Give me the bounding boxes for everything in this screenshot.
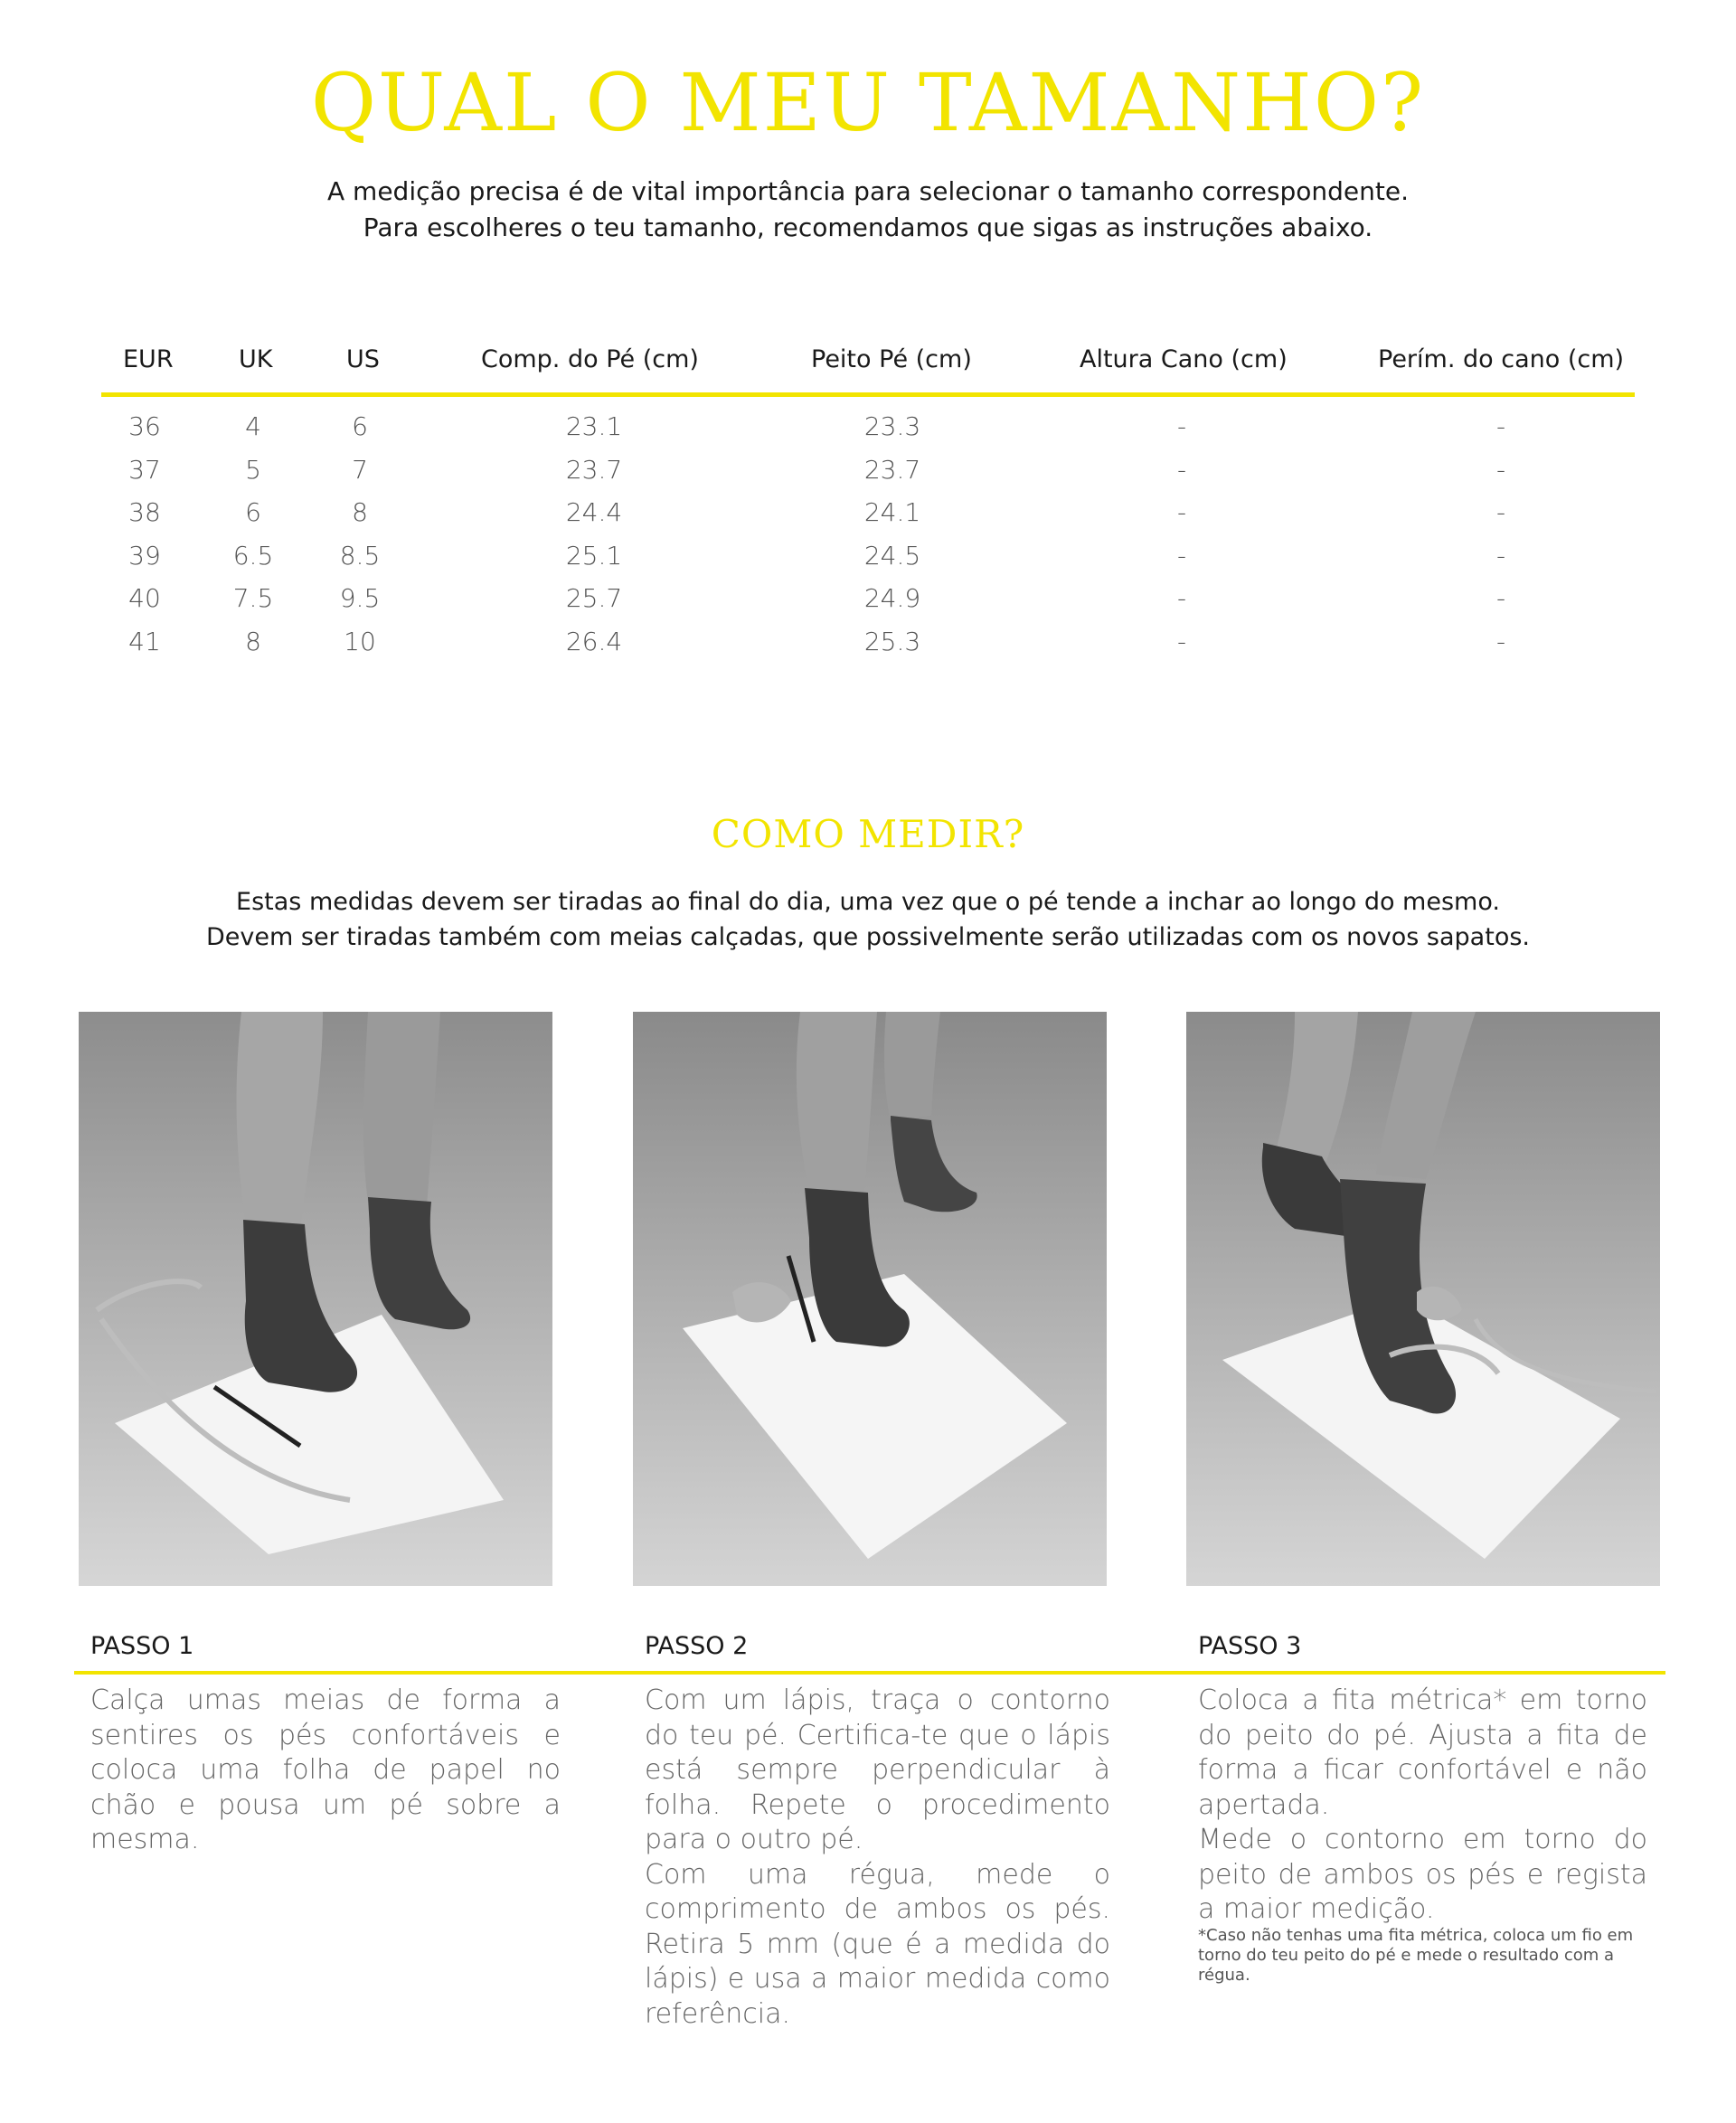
table-cell: - [1176, 454, 1187, 485]
header-instep: Peito Pé (cm) [811, 345, 972, 373]
table-cell: 25.7 [565, 583, 623, 613]
size-table [101, 335, 1635, 662]
step-2-text [645, 1684, 1110, 2032]
step-3-paragraph-1: Coloca a fita métrica* em torno do peito do pé. Ajusta a fita de forma a ficar confortável e não apertada. [1198, 1684, 1647, 1821]
table-row [101, 404, 1635, 448]
table-row [101, 619, 1635, 663]
step-1-paragraph-1: Calça umas meias de forma a sentires os pés confortáveis e coloca uma folha de papel no chão e pousa um pé sobre a mesma. [90, 1684, 561, 1855]
table-cell: 40 [128, 583, 161, 613]
table-cell: 23.7 [863, 454, 921, 485]
table-cell: - [1176, 626, 1187, 656]
table-cell: - [1495, 497, 1506, 527]
intro-text [0, 174, 1736, 246]
table-cell: - [1176, 583, 1187, 613]
step-3-text [1198, 1684, 1647, 1928]
table-row [101, 533, 1635, 577]
how-to-intro [0, 884, 1736, 955]
table-cell: 25.1 [565, 540, 623, 571]
table-cell: 4 [245, 411, 261, 441]
step-3-paragraph-2: Mede o contorno em torno do peito de ambos os pés e regista a maior medição. [1198, 1824, 1647, 1925]
table-cell: 26.4 [565, 626, 623, 656]
table-cell: 38 [128, 497, 161, 527]
table-cell: 39 [128, 540, 161, 571]
header-foot-length: Comp. do Pé (cm) [481, 345, 699, 373]
step-2-paragraph-2: Com uma régua, mede o comprimento de ambos os pés. Retira 5 mm (que é a medida do lápis) e usa a maior medida como referência. [645, 1858, 1110, 2030]
table-cell: 10 [344, 626, 376, 656]
table-cell: 8 [245, 626, 261, 656]
table-cell: - [1495, 411, 1506, 441]
table-cell: - [1495, 454, 1506, 485]
table-cell: 41 [128, 626, 161, 656]
table-cell: 24.1 [863, 497, 921, 527]
table-cell: - [1495, 583, 1506, 613]
header-eur: EUR [123, 345, 174, 373]
table-cell: 6 [245, 497, 261, 527]
table-cell: 6 [352, 411, 368, 441]
table-cell: 24.5 [863, 540, 921, 571]
table-cell: 37 [128, 454, 161, 485]
header-shaft-circumference: Perím. do cano (cm) [1378, 345, 1625, 373]
table-cell: 25.3 [863, 626, 921, 656]
header-uk: UK [239, 345, 273, 373]
header-us: US [346, 345, 380, 373]
table-cell: 7 [352, 454, 368, 485]
table-cell: - [1176, 411, 1187, 441]
step-3-label: PASSO 3 [1198, 1632, 1302, 1660]
size-table-body [101, 397, 1635, 662]
how-to-intro-line-2: Devem ser tiradas também com meias calçadas, que possivelmente serão utilizadas com os novos sapatos. [206, 923, 1530, 951]
table-cell: 23.7 [565, 454, 623, 485]
table-cell: - [1176, 497, 1187, 527]
table-cell: 23.3 [863, 411, 921, 441]
size-table-header [101, 335, 1635, 397]
intro-line-1: A medição precisa é de vital importância para selecionar o tamanho correspondente. [326, 176, 1409, 206]
table-cell: - [1495, 626, 1506, 656]
step-1-photo [79, 1012, 552, 1586]
page-title: QUAL O MEU TAMANHO? [310, 56, 1426, 149]
steps-divider [74, 1671, 1665, 1675]
table-cell: 24.9 [863, 583, 921, 613]
table-cell: 8.5 [339, 540, 381, 571]
table-cell: - [1495, 540, 1506, 571]
table-cell: 24.4 [565, 497, 623, 527]
step-2-paragraph-1: Com um lápis, traça o contorno do teu pé. Certifica-te que o lápis está sempre perpendicular à folha. Repete o procedimento para o outro pé. [645, 1684, 1110, 1855]
step-3-note: *Caso não tenhas uma fita métrica, coloca um fio em torno do teu peito do pé e mede o resultado com a régua. [1198, 1926, 1634, 1985]
table-cell: 5 [245, 454, 261, 485]
table-cell: - [1176, 540, 1187, 571]
step-2-label: PASSO 2 [645, 1632, 749, 1660]
step-1-label: PASSO 1 [90, 1632, 194, 1660]
intro-line-2: Para escolheres o teu tamanho, recomendamos que sigas as instruções abaixo. [363, 212, 1373, 242]
table-cell: 6.5 [232, 540, 274, 571]
table-cell: 8 [352, 497, 368, 527]
table-row [101, 448, 1635, 491]
table-cell: 7.5 [232, 583, 274, 613]
table-cell: 9.5 [339, 583, 381, 613]
table-cell: 23.1 [565, 411, 623, 441]
table-row [101, 576, 1635, 619]
how-to-title: COMO MEDIR? [711, 812, 1025, 856]
step-1-text [90, 1684, 561, 1858]
step-2-photo [633, 1012, 1107, 1586]
step-3-photo [1186, 1012, 1660, 1586]
table-row [101, 490, 1635, 533]
table-cell: 36 [128, 411, 161, 441]
header-shaft-height: Altura Cano (cm) [1080, 345, 1288, 373]
how-to-intro-line-1: Estas medidas devem ser tiradas ao final do dia, uma vez que o pé tende a inchar ao longo do mesmo. [236, 888, 1500, 916]
